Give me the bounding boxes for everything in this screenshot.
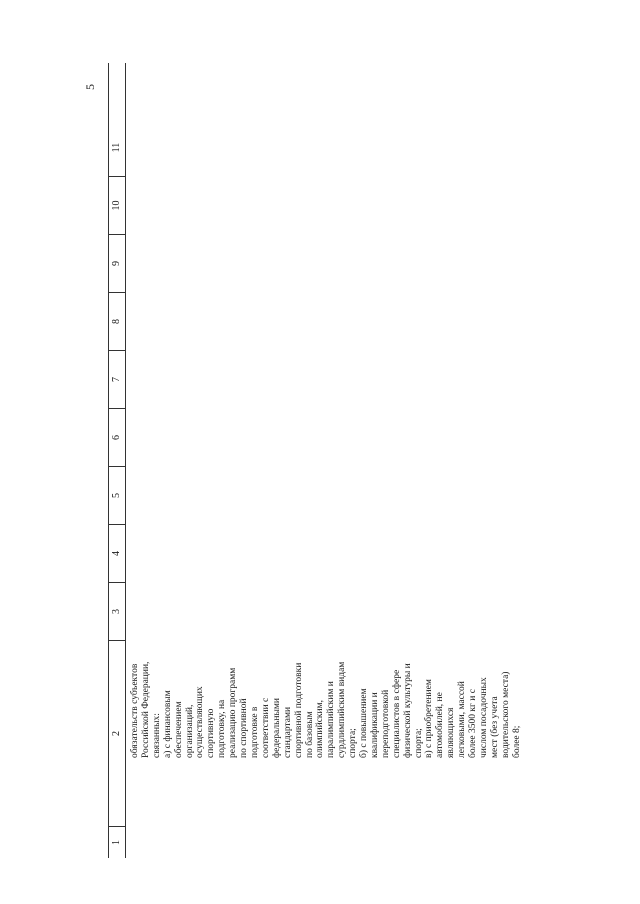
text-line: обеспечением: [173, 701, 184, 758]
text-line: федеральными: [271, 698, 282, 758]
text-line: более 3500 кг и с: [468, 689, 479, 758]
text-line: спорта;: [348, 728, 359, 758]
text-line: а) с финансовым: [162, 690, 173, 758]
text-line: б) с повышением: [359, 688, 370, 758]
column-2-text: [130, 638, 523, 758]
text-line: легковыми, массой: [457, 681, 468, 758]
page-number: 5: [83, 84, 97, 90]
text-line: подготовку, на: [217, 699, 228, 758]
text-line: автомобилей, не: [435, 692, 446, 758]
text-line: водительского места): [500, 671, 511, 758]
text-line: обязательств субъектов: [130, 663, 140, 758]
table-header-row: [108, 63, 126, 858]
column-header-10: 10: [109, 177, 125, 235]
text-line: Российской Федерации,: [140, 661, 151, 758]
column-header-7: 7: [109, 351, 125, 409]
text-line: стандартами: [282, 706, 293, 758]
text-line: спортивную: [206, 708, 217, 758]
column-header-8: 8: [109, 293, 125, 351]
column-header-3: 3: [109, 583, 125, 641]
text-line: по спортивной: [239, 698, 250, 758]
text-line: сурдлимпийским видам: [337, 661, 348, 758]
text-line: спортивной подготовки: [293, 662, 304, 758]
column-header-9: 9: [109, 235, 125, 293]
text-line: являющихся: [446, 707, 457, 758]
text-line: реализацию программ: [228, 667, 239, 758]
column-header-1: 1: [111, 840, 122, 845]
text-line: более 8;: [511, 725, 522, 758]
column-header-6: 6: [109, 409, 125, 467]
text-line: подготовке в: [249, 706, 260, 758]
text-line: специалистов в сфере: [391, 669, 402, 758]
text-line: по базовым: [304, 711, 315, 758]
column-header-11: 11: [109, 119, 125, 177]
text-line: мест (без учета: [489, 696, 500, 758]
text-line: квалификации и: [369, 692, 380, 758]
text-line: осуществляющих: [195, 686, 206, 758]
text-line: соответствии с: [260, 697, 271, 758]
text-line: спорта;: [413, 728, 424, 758]
text-line: физической культуры и: [402, 663, 413, 758]
column-header-5: 5: [109, 467, 125, 525]
rotated-table: [108, 63, 522, 858]
text-line: связанных:: [151, 713, 162, 758]
text-line: переподготовкой: [380, 689, 391, 758]
text-line: организаций,: [184, 704, 195, 758]
column-header-2: 2: [109, 641, 125, 827]
column-header-4: 4: [109, 525, 125, 583]
text-line: паралимпийским и: [326, 681, 337, 758]
text-line: олимпийским,: [315, 699, 326, 758]
text-line: в) с приобретением: [424, 679, 435, 758]
text-line: числом посадочных: [479, 677, 489, 758]
